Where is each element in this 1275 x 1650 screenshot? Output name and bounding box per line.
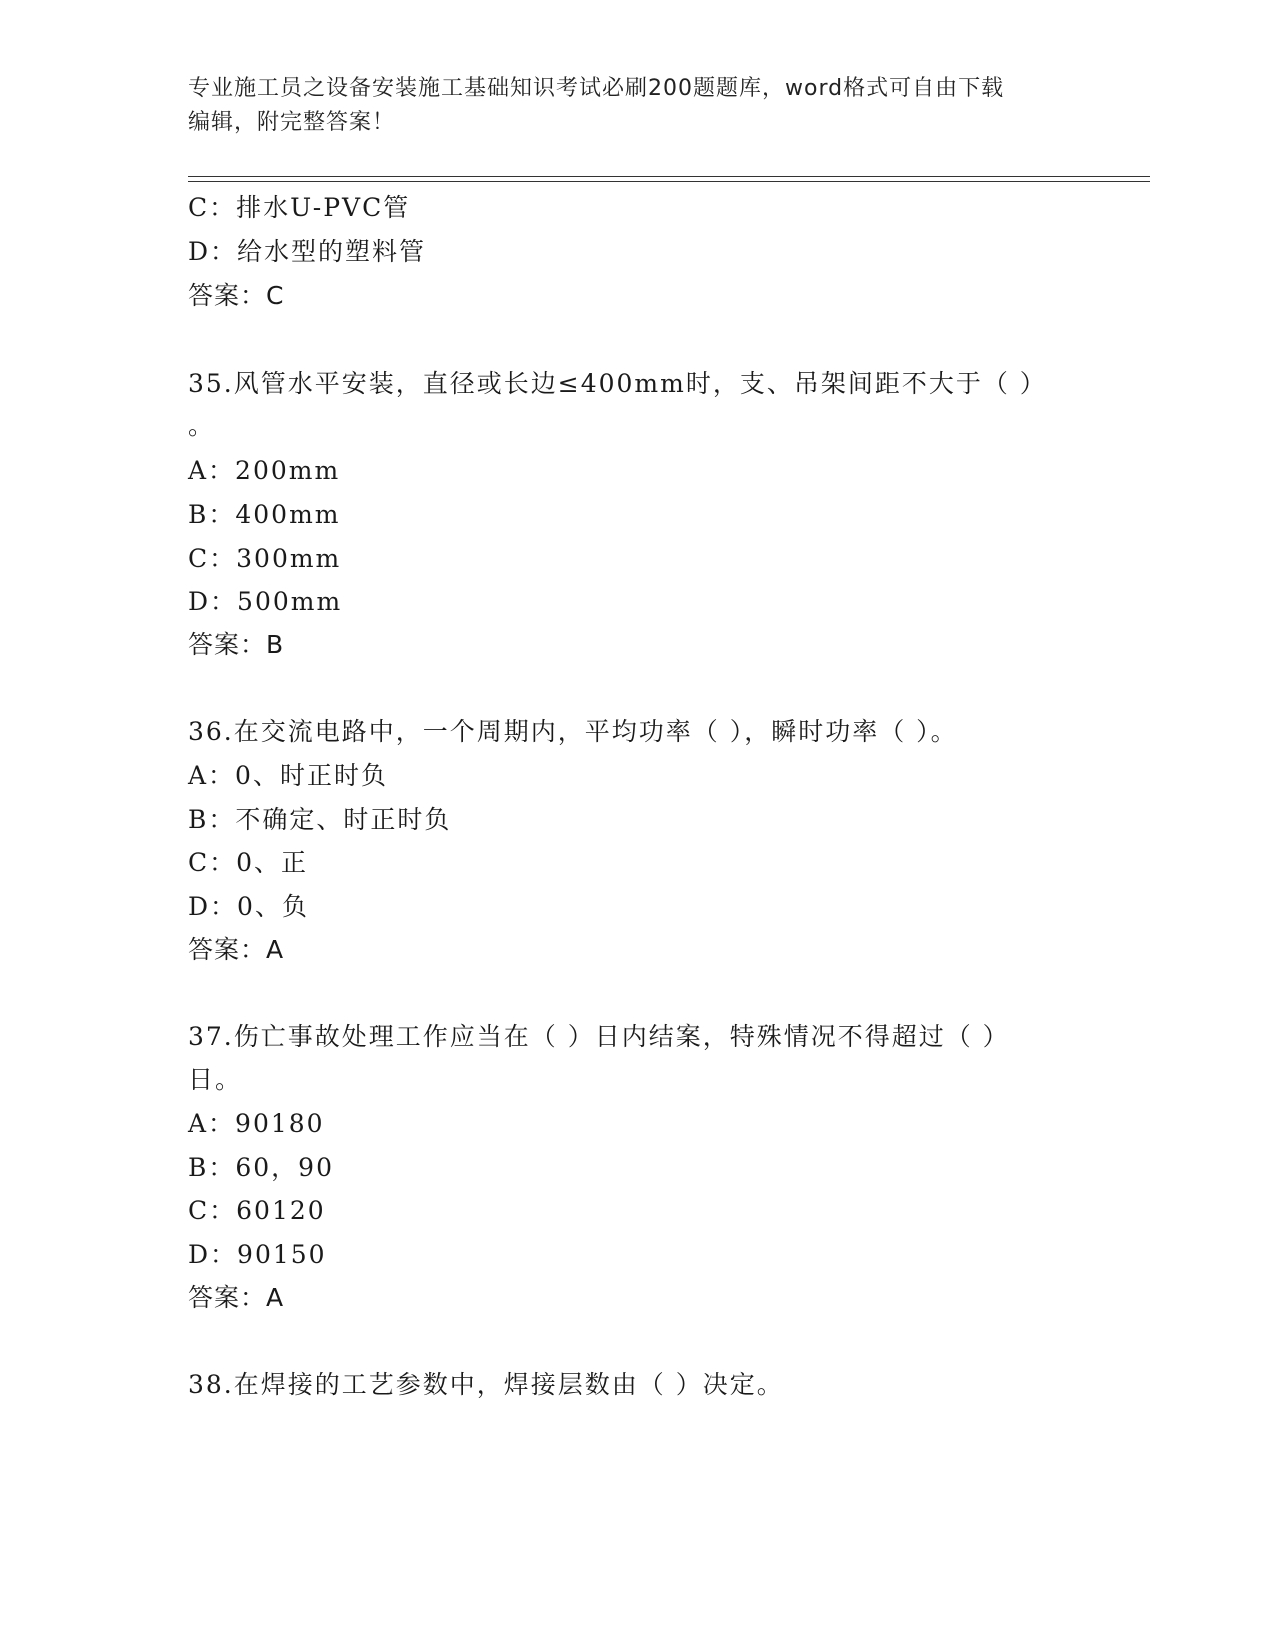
q37-stem-cont: 日。 <box>188 1065 243 1094</box>
prev-answer: 答案：C <box>188 281 285 310</box>
q36-option-b: B：不确定、时正时负 <box>188 805 452 834</box>
q35-option-b: B：400mm <box>188 500 341 529</box>
q35-stem-cont: 。 <box>188 411 216 440</box>
q36-option-d: D：0、负 <box>188 892 309 921</box>
q37-option-c: C：60120 <box>188 1196 326 1225</box>
header-divider-top <box>188 176 1150 177</box>
header-divider-bottom <box>188 181 1150 182</box>
q37-stem: 37.伤亡事故处理工作应当在（ ）日内结案，特殊情况不得超过（ ） <box>188 1022 1010 1051</box>
q36-option-c: C：0、正 <box>188 848 309 877</box>
header-line-1: 专业施工员之设备安装施工基础知识考试必刷200题题库，word格式可自由下载 <box>188 76 1005 101</box>
q35-option-d: D：500mm <box>188 587 343 616</box>
q35-option-a: A：200mm <box>188 456 341 485</box>
q35-answer: 答案：B <box>188 630 285 659</box>
q38-stem: 38.在焊接的工艺参数中，焊接层数由（ ）决定。 <box>188 1370 784 1399</box>
q35-option-c: C：300mm <box>188 544 342 573</box>
document-page <box>188 0 1148 1650</box>
document-header <box>188 72 1068 140</box>
q35-stem: 35.风管水平安装，直径或长边≤400mm时，支、吊架间距不大于（ ） <box>188 369 1047 398</box>
q36-answer: 答案：A <box>188 935 285 964</box>
prev-option-d: D：给水型的塑料管 <box>188 237 427 266</box>
q36-stem: 36.在交流电路中，一个周期内，平均功率（ ），瞬时功率（ ）。 <box>188 717 958 746</box>
q37-option-b: B：60，90 <box>188 1153 334 1182</box>
q37-option-a: A：90180 <box>188 1109 325 1138</box>
q37-option-d: D：90150 <box>188 1240 327 1269</box>
q36-option-a: A：0、时正时负 <box>188 761 388 790</box>
header-line-2: 编辑，附完整答案！ <box>188 110 396 135</box>
q37-answer: 答案：A <box>188 1283 285 1312</box>
prev-option-c: C：排水U-PVC管 <box>188 193 411 222</box>
